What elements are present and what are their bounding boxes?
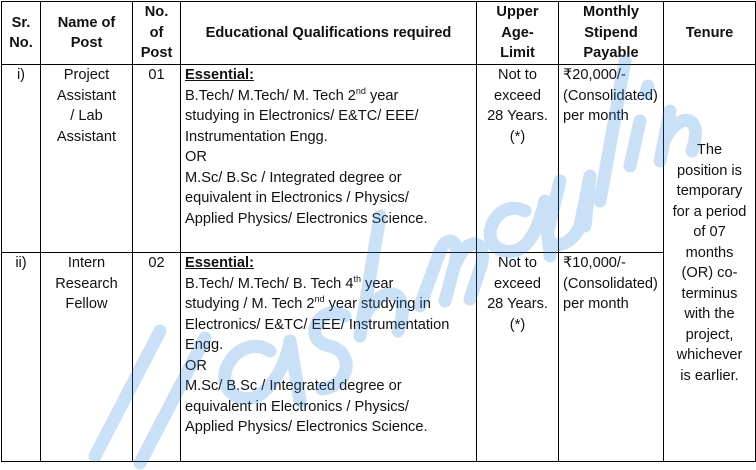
tenure-line: months [685,244,734,261]
post-name-line: Assistant [56,128,117,145]
post-name-cell [41,253,133,462]
stipend-line: (Consolidated) [563,275,658,292]
header-name-line: Name of [57,14,116,31]
ordinal-suffix: nd [314,294,325,304]
qualification-line [185,274,472,295]
qualification-text: year [360,275,394,292]
tenure-line: (OR) co- [681,265,738,281]
sr-no-cell: i) [2,65,41,253]
table-row [2,253,756,462]
qualification-line: Engg. [185,337,224,353]
qualification-line: Electronics/ E&TC/ EEE/ Instrumentation [185,316,450,333]
stipend-cell [559,65,664,253]
age-line: (*) [509,316,526,333]
post-name-line: Fellow [65,296,108,312]
age-line: (*) [509,128,526,145]
qualification-line: equivalent in Electronics / Physics/ [185,190,409,206]
stipend-cell [559,253,664,462]
qualification-text: B.Tech/ M.Tech/ M. Tech 2 [185,87,356,104]
tenure-line: for a period [672,203,747,220]
essential-label: Essential: [185,255,254,271]
header-age-line: Age- [501,24,534,41]
age-line: 28 Years. [487,296,548,312]
age-limit-cell [477,253,559,462]
ordinal-suffix: th [353,273,361,284]
qualification-text: B.Tech/ M.Tech/ B. Tech 4 [185,275,354,292]
qualifications-cell [181,65,477,253]
stipend-line: per month [563,108,629,124]
age-line: Not to [498,67,537,83]
header-tenure: Tenure [664,2,756,65]
qualification-line: M.Sc/ B.Sc / Integrated degree or [185,169,402,186]
post-count-cell: 02 [133,253,181,462]
header-sr-no [2,2,41,65]
age-limit-cell [477,65,559,253]
qualification-line: Instrumentation Engg. [185,128,328,145]
essential-label: Essential: [185,67,254,83]
post-name-cell [41,65,133,253]
qualification-line [185,294,472,315]
stipend-line: ₹10,000/- [563,255,626,271]
qualifications-cell [181,253,477,462]
tenure-cell [664,65,756,462]
post-name-line: Project [63,67,110,83]
ordinal-suffix: nd [355,85,366,96]
tenure-line: of 07 [693,224,726,240]
tenure-line: position is [677,162,742,179]
tenure-line: temporary [676,183,743,199]
qualification-text: year [365,87,399,104]
qualification-line: Applied Physics/ Electronics Science. [185,210,428,227]
header-no-of-post [133,2,181,65]
header-stipend-line: Monthly [583,4,639,21]
age-line: exceed [493,87,542,104]
age-line: Not to [498,255,537,271]
or-separator: OR [185,149,207,165]
qualification-line: Applied Physics/ Electronics Science. [185,419,428,435]
qualification-line: M.Sc/ B.Sc / Integrated degree or [185,378,402,394]
table-row [2,65,756,253]
qualification-text: year studying in [324,296,431,312]
post-name-line: Research [55,275,118,292]
tenure-line: The [696,142,723,158]
post-name-line: / Lab [70,108,103,124]
or-separator: OR [185,357,207,374]
stipend-line: (Consolidated) [563,87,658,104]
post-name-line: Assistant [56,87,117,104]
header-age-line: Limit [500,45,535,62]
qualification-line [185,86,472,107]
header-name-line: Post [70,35,103,51]
tenure-line: whichever [676,347,743,363]
header-age-line: Upper [496,4,539,21]
header-stipend [559,2,664,65]
header-num-line: No. [144,4,169,21]
qualification-line: equivalent in Electronics / Physics/ [185,398,409,415]
post-name-line: Intern [67,255,106,271]
tenure-line: terminus [681,285,738,302]
qualification-line: studying in Electronics/ E&TC/ EEE/ [185,108,419,124]
qualification-text: studying / M. Tech 2 [185,296,315,312]
header-name-of-post [41,2,133,65]
post-count-cell: 01 [133,65,181,253]
stipend-line: ₹20,000/- [563,67,626,83]
recruitment-table [1,1,756,462]
age-line: exceed [493,275,542,292]
tenure-line: is earlier. [680,367,739,384]
sr-no-cell: ii) [2,253,41,462]
header-row [2,2,756,65]
header-sr-line: Sr. [11,14,31,31]
header-num-line: of [149,24,164,41]
header-stipend-line: Payable [583,45,639,62]
header-num-line: Post [140,45,173,62]
stipend-line: per month [563,296,629,312]
age-line: 28 Years. [487,108,548,124]
header-stipend-line: Stipend [584,24,638,41]
header-qualifications: Educational Qualifications required [181,2,477,65]
tenure-line: project, [685,326,734,343]
tenure-line: with the [684,306,735,322]
header-sr-line: No. [9,35,33,51]
header-age-limit [477,2,559,65]
